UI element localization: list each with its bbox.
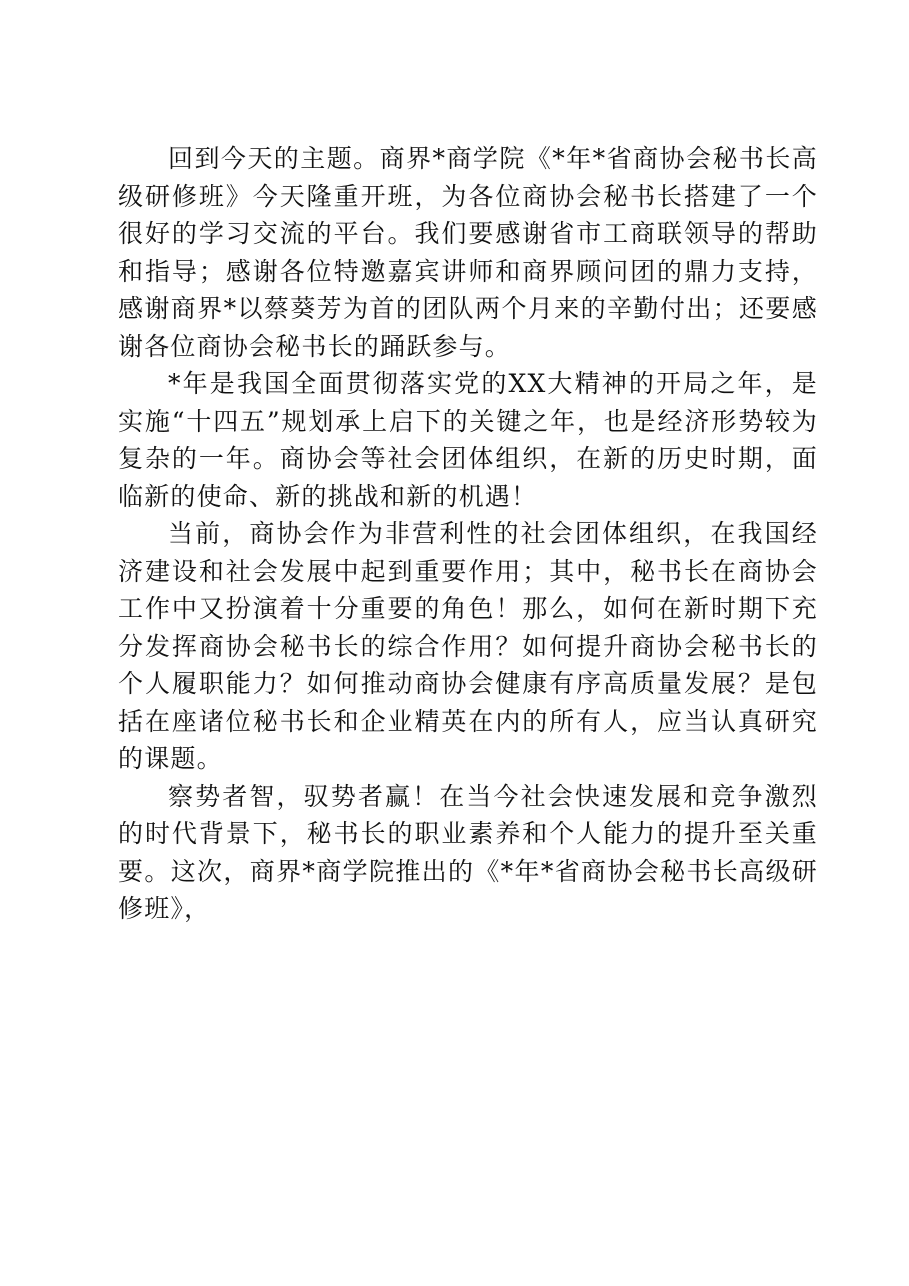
paragraph-year-context: *年是我国全面贯彻落实党的XX大精神的开局之年，是实施“十四五”规划承上启下的关键之年，也是经济形势较为复杂的一年。商协会等社会团体组织，在新的历史时期，面临新的使命、新的挑战和新的机遇！: [118, 369, 818, 511]
paragraph-opening-thanks: 回到今天的主题。商界*商学院《*年*省商协会秘书长高级研修班》今天隆重开班，为各位商协会秘书长搭建了一个很好的学习交流的平台。我们要感谢省市工商联领导的帮助和指导；感谢各位特邀嘉宾讲师和商界顾问团的鼎力支持，感谢商界*以蔡葵芳为首的团队两个月来的辛勤付出；还要感谢各位商协会秘书长的踊跃参与。: [118, 144, 818, 361]
document-body: [118, 140, 818, 928]
paragraph-secretary-role: 当前，商协会作为非营利性的社会团体组织，在我国经济建设和社会发展中起到重要作用；其中，秘书长在商协会工作中又扮演着十分重要的角色！那么，如何在新时期下充分发挥商协会秘书长的综合作用？如何提升商协会秘书长的个人履职能力？如何推动商协会健康有序高质量发展？是包括在座诸位秘书长和企业精英在内的所有人，应当认真研究的课题。: [118, 519, 818, 773]
paragraph-training-intro: 察势者智，驭势者赢！在当今社会快速发展和竞争激烈的时代背景下，秘书长的职业素养和个人能力的提升至关重要。这次，商界*商学院推出的《*年*省商协会秘书长高级研修班》，: [118, 781, 818, 923]
